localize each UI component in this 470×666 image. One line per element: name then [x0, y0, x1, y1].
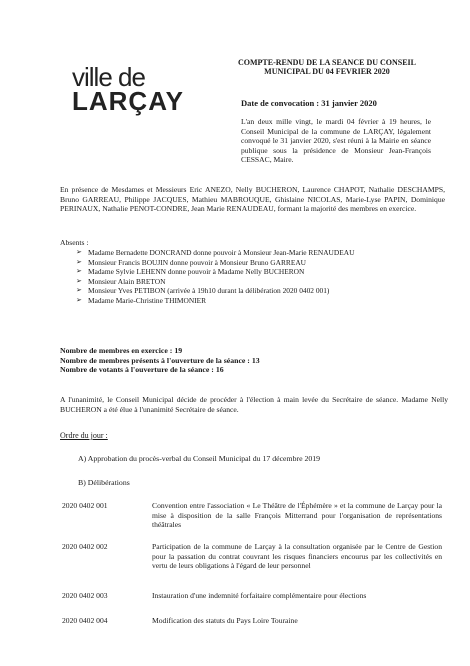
arrow-bullet-icon: ➢: [76, 276, 82, 285]
deliberation-text: Participation de la commune de Larçay à la consultation organisée par le Centre de Gestion pour la passation du contrat couvrant les risques financiers encourus par les collectivités en vertu de leurs obligations à l'égard de leur personnel: [152, 542, 442, 571]
deliberation-number: 2020 0402 001: [62, 501, 108, 510]
deliberation-number: 2020 0402 004: [62, 616, 108, 625]
deliberation-number: 2020 0402 002: [62, 542, 108, 551]
count-votants: Nombre de votants à l'ouverture de la séance : 16: [60, 365, 224, 375]
absents-heading: Absents :: [60, 238, 89, 247]
count-exercice: Nombre de membres en exercice : 19: [60, 346, 183, 355]
agenda-heading: Ordre du jour :: [60, 431, 108, 440]
arrow-bullet-icon: ➢: [76, 267, 82, 275]
arrow-bullet-icon: ➢: [76, 286, 82, 294]
logo-line2: LARÇAY: [72, 86, 184, 116]
deliberation-text: Convention entre l'association « Le Théâtre de l'Éphémère » et la commune de Larçay pour la mise à disposition de la salle François Mitterrand pour l'organisation de représentations théâtrales: [152, 501, 442, 530]
member-counts: [60, 346, 260, 375]
agenda-item-a: A) Approbation du procès-verbal du Conseil Municipal du 17 décembre 2019: [78, 454, 321, 463]
absent-item: ➢ Monsieur Alain BRETON: [76, 276, 166, 286]
document-title: COMPTE-RENDU DE LA SEANCE DU CONSEIL MUNICIPAL DU 04 FEVRIER 2020: [237, 58, 417, 76]
logo-line1: ville de: [72, 62, 145, 92]
count-presents: Nombre de membres présents à l'ouverture de la séance : 13: [60, 355, 260, 365]
intro-paragraph: L'an deux mille vingt, le mardi 04 février à 19 heures, le Conseil Municipal de la commune de LARÇAY, légalement convoqué le 31 janvier 2020, s'est réuni à la Mairie en séance publique sous la présidence de Monsieur Jean-François CESSAC, Maire.: [241, 117, 431, 165]
agenda-item-b: B) Délibérations: [78, 478, 130, 487]
deliberation-text: Instauration d'une indemnité forfaitaire complémentaire pour élections: [152, 591, 367, 600]
convocation-date: Date de convocation : 31 janvier 2020: [241, 98, 377, 108]
arrow-bullet-icon: ➢: [76, 257, 82, 266]
absent-item: ➢ Madame Sylvie LEHENN donne pouvoir à Madame Nelly BUCHERON: [76, 267, 305, 276]
absent-item: ➢ Madame Marie-Christine THIMONIER: [76, 295, 207, 305]
deliberation-text: Modification des statuts du Pays Loire Touraine: [152, 616, 298, 625]
absents-list: [76, 248, 456, 305]
presence-paragraph: En présence de Mesdames et Messieurs Eric ANEZO, Nelly BUCHERON, Laurence CHAPOT, Nathalie DESCHAMPS, Bruno GARREAU, Philippe JACQUES, Mathieu MABROUQUE, Ghislaine NICOLAS, Marie-Lyse PAPIN, Dominique PERINAUX, Nathalie PENOT-CONDRE, Jean Marie RENAUDEAU, formant la majorité des membres en exercice.: [60, 185, 445, 214]
deliberation-number: 2020 0402 003: [62, 591, 108, 600]
arrow-bullet-icon: ➢: [76, 248, 82, 256]
secretary-election-paragraph: A l'unanimité, le Conseil Municipal décide de procéder à l'élection à main levée du Secrétaire de séance. Madame Nelly BUCHERON a été élue à l'unanimité Secrétaire de séance.: [60, 395, 448, 414]
absent-item: ➢ Monsieur Yves PETIBON (arrivée à 19h10 durant la délibération 2020 0402 001): [76, 286, 330, 295]
absent-item: ➢ Madame Bernadette DONCRAND donne pouvoir à Monsieur Jean-Marie RENAUDEAU: [76, 248, 355, 257]
absent-item: ➢ Monsieur Francis BOUJIN donne pouvoir à Monsieur Bruno GARREAU: [76, 257, 307, 267]
arrow-bullet-icon: ➢: [76, 295, 82, 304]
